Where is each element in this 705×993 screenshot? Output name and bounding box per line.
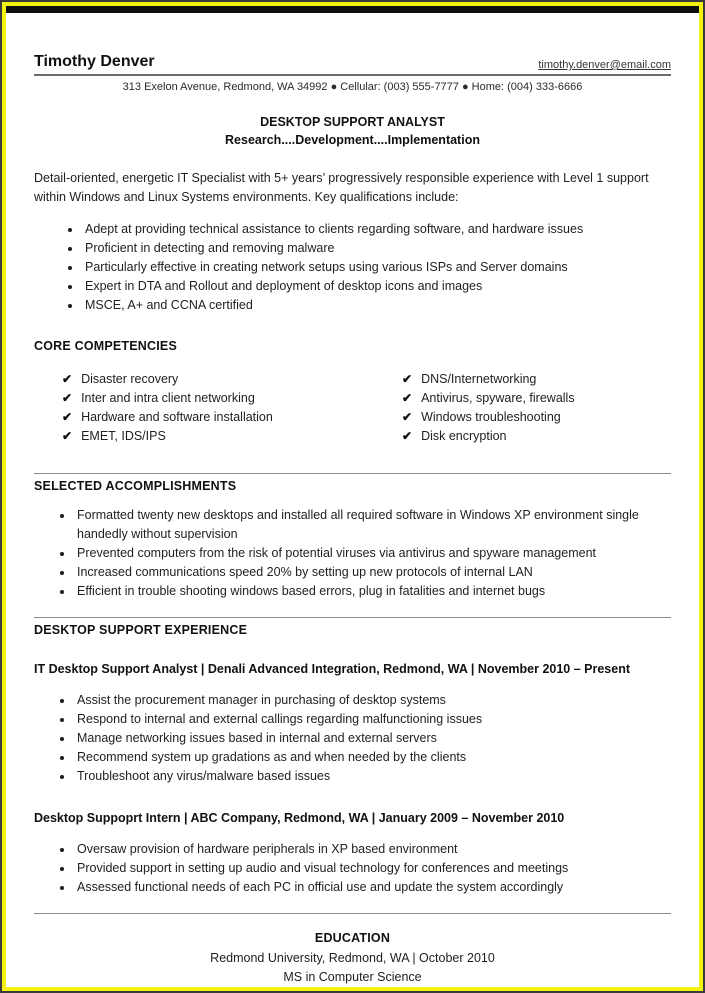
candidate-name: Timothy Denver bbox=[34, 53, 155, 70]
section-heading-core-competencies: CORE COMPETENCIES bbox=[34, 339, 177, 353]
list-item: • Formatted twenty new desktops and installed all required software in Windows XP environment single handedly without supervision bbox=[74, 506, 671, 544]
header bbox=[34, 53, 671, 71]
list-item: • Oversaw provision of hardware peripherals in XP based environment bbox=[74, 840, 671, 859]
section-divider bbox=[34, 617, 671, 618]
check-icon: ✔ bbox=[62, 410, 73, 424]
competency-label: Disaster recovery bbox=[81, 372, 179, 386]
education-degree-line: MS in Computer Science bbox=[283, 970, 422, 984]
job-bullet-list bbox=[34, 840, 671, 897]
list-item: • Assessed functional needs of each PC in official use and update the system accordingly bbox=[74, 878, 671, 897]
list-item: • Respond to internal and external callings regarding malfunctioning issues bbox=[74, 710, 671, 729]
section-heading-experience: DESKTOP SUPPORT EXPERIENCE bbox=[34, 623, 248, 637]
list-item: • Proficient in detecting and removing malware bbox=[82, 239, 671, 258]
competency-columns bbox=[34, 370, 671, 446]
list-item: • Expert in DTA and Rollout and deployment of desktop icons and images bbox=[82, 277, 671, 296]
competency-item bbox=[62, 427, 402, 446]
section-divider bbox=[34, 473, 671, 474]
job-title: Desktop Suppoprt Intern | ABC Company, Redmond, WA | January 2009 – November 2010 bbox=[34, 811, 565, 825]
accomplishment-list bbox=[34, 506, 671, 601]
summary-paragraph: Detail-oriented, energetic IT Specialist with 5+ years’ progressively responsible experience with Level 1 support within Windows and Linux Systems environments. Key qualifications include: bbox=[34, 171, 649, 204]
check-icon: ✔ bbox=[62, 429, 73, 443]
competency-item bbox=[402, 427, 671, 446]
competency-label: Disk encryption bbox=[421, 429, 507, 443]
competency-item bbox=[62, 370, 402, 389]
section-heading-education: EDUCATION bbox=[314, 931, 391, 945]
check-icon: ✔ bbox=[62, 391, 73, 405]
list-item: • Particularly effective in creating network setups using various ISPs and Server domains bbox=[82, 258, 671, 277]
competency-item bbox=[402, 389, 671, 408]
section-heading-selected-accomplishments: SELECTED ACCOMPLISHMENTS bbox=[34, 479, 237, 493]
education-school-line: Redmond University, Redmond, WA | October 2010 bbox=[210, 951, 495, 965]
email-link[interactable]: timothy.denver@email.com bbox=[538, 59, 671, 71]
resume-subtitle: Research....Development....Implementation bbox=[225, 133, 480, 147]
contact-line: 313 Exelon Avenue, Redmond, WA 34992 ● Cellular: (003) 555-7777 ● Home: (004) 333-6666 bbox=[122, 81, 583, 93]
section-divider bbox=[34, 913, 671, 914]
top-accent-bar bbox=[6, 6, 699, 13]
job-bullet-list bbox=[34, 691, 671, 786]
summary-bullet-list bbox=[34, 220, 671, 315]
job-entry bbox=[34, 662, 671, 786]
resume-title: DESKTOP SUPPORT ANALYST bbox=[260, 115, 445, 129]
list-item: • Increased communications speed 20% by setting up new protocols of internal LAN bbox=[74, 563, 671, 582]
list-item: • MSCE, A+ and CCNA certified bbox=[82, 296, 671, 315]
list-item: • Provided support in setting up audio and visual technology for conferences and meetings bbox=[74, 859, 671, 878]
check-icon: ✔ bbox=[402, 410, 413, 424]
competency-item bbox=[62, 389, 402, 408]
job-entry bbox=[34, 811, 671, 897]
resume-content bbox=[6, 13, 699, 986]
list-item: • Adept at providing technical assistance to clients regarding software, and hardware issues bbox=[82, 220, 671, 239]
competency-label: DNS/Internetworking bbox=[421, 372, 537, 386]
check-icon: ✔ bbox=[402, 429, 413, 443]
competency-label: EMET, IDS/IPS bbox=[81, 429, 166, 443]
competency-item bbox=[402, 408, 671, 427]
list-item: • Assist the procurement manager in purchasing of desktop systems bbox=[74, 691, 671, 710]
competency-label: Windows troubleshooting bbox=[421, 410, 561, 424]
list-item: • Recommend system up gradations as and when needed by the clients bbox=[74, 748, 671, 767]
check-icon: ✔ bbox=[402, 391, 413, 405]
job-title: IT Desktop Support Analyst | Denali Advanced Integration, Redmond, WA | November 2010 – Present bbox=[34, 662, 631, 676]
list-item: • Manage networking issues based in internal and external servers bbox=[74, 729, 671, 748]
yellow-frame bbox=[2, 2, 703, 991]
check-icon: ✔ bbox=[62, 372, 73, 386]
competency-column-left bbox=[34, 370, 402, 446]
header-divider bbox=[34, 74, 671, 76]
list-item: • Prevented computers from the risk of potential viruses via antivirus and spyware management bbox=[74, 544, 671, 563]
competency-item bbox=[402, 370, 671, 389]
competency-item bbox=[62, 408, 402, 427]
list-item: • Efficient in trouble shooting windows based errors, plug in fatalities and internet bugs bbox=[74, 582, 671, 601]
competency-label: Inter and intra client networking bbox=[81, 391, 255, 405]
education-section bbox=[34, 931, 671, 986]
competency-column-right bbox=[402, 370, 671, 446]
check-icon: ✔ bbox=[402, 372, 413, 386]
list-item: • Troubleshoot any virus/malware based issues bbox=[74, 767, 671, 786]
competency-label: Hardware and software installation bbox=[81, 410, 273, 424]
competency-label: Antivirus, spyware, firewalls bbox=[421, 391, 575, 405]
